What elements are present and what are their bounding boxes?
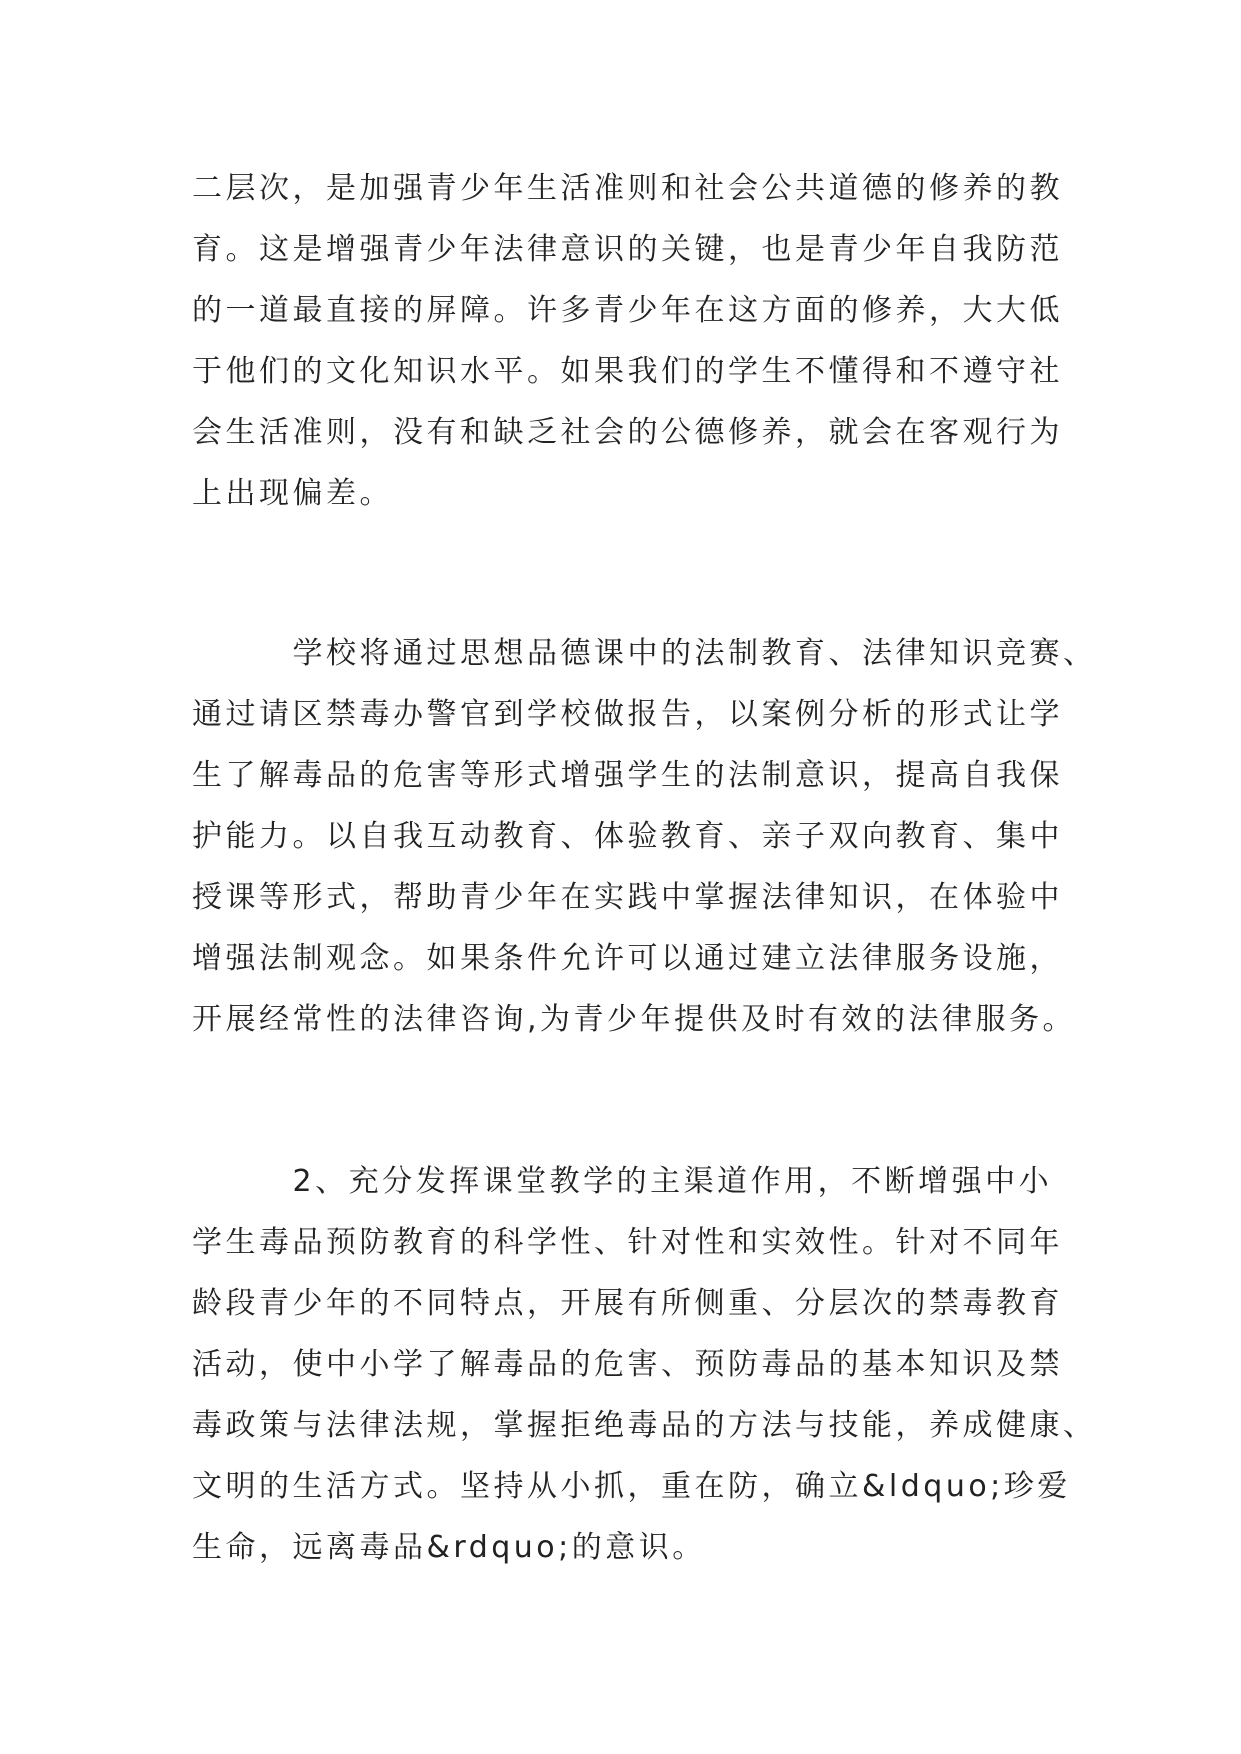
paragraph-line: 学校将通过思想品德课中的法制教育、法律知识竞赛、 (192, 636, 1097, 671)
paragraph-line: 毒政策与法律法规，掌握拒绝毒品的方法与技能，养成健康、 (192, 1408, 1097, 1443)
paragraph-line: 通过请区禁毒办警官到学校做报告，以案例分析的形式让学 (192, 697, 1063, 732)
paragraph-line: 活动，使中小学了解毒品的危害、预防毒品的基本知识及禁 (192, 1347, 1063, 1382)
paragraph-line: 授课等形式，帮助青少年在实践中掌握法律知识，在体验中 (192, 880, 1063, 915)
paragraph-1 (192, 158, 1072, 524)
paragraph-line: 生了解毒品的危害等形式增强学生的法制意识，提高自我保 (192, 758, 1063, 793)
paragraph-line: 龄段青少年的不同特点，开展有所侧重、分层次的禁毒教育 (192, 1286, 1063, 1321)
paragraph-3 (192, 1151, 1097, 1578)
paragraph-line: 开展经常性的法律咨询,为青少年提供及时有效的法律服务。 (192, 1002, 1077, 1037)
paragraph-line: 生命，远离毒品&rdquo;的意识。 (192, 1530, 706, 1565)
paragraph-line: 文明的生活方式。坚持从小抓，重在防，确立&ldquo;珍爱 (192, 1469, 1071, 1504)
paragraph-line: 增强法制观念。如果条件允许可以通过建立法律服务设施， (192, 941, 1063, 976)
paragraph-line: 上出现偏差。 (192, 476, 393, 511)
paragraph-line: 育。这是增强青少年法律意识的关键，也是青少年自我防范 (192, 232, 1063, 267)
paragraph-line: 于他们的文化知识水平。如果我们的学生不懂得和不遵守社 (192, 354, 1063, 389)
paragraph-line: 护能力。以自我互动教育、体验教育、亲子双向教育、集中 (192, 819, 1063, 854)
paragraph-2 (192, 623, 1097, 1050)
paragraph-line: 二层次，是加强青少年生活准则和社会公共道德的修养的教 (192, 171, 1063, 206)
paragraph-line: 学生毒品预防教育的科学性、针对性和实效性。针对不同年 (192, 1225, 1063, 1260)
paragraph-line: 会生活准则，没有和缺乏社会的公德修养，就会在客观行为 (192, 415, 1063, 450)
paragraph-line: 2、充分发挥课堂教学的主渠道作用，不断增强中小 (192, 1164, 1053, 1199)
paragraph-line: 的一道最直接的屏障。许多青少年在这方面的修养，大大低 (192, 293, 1063, 328)
